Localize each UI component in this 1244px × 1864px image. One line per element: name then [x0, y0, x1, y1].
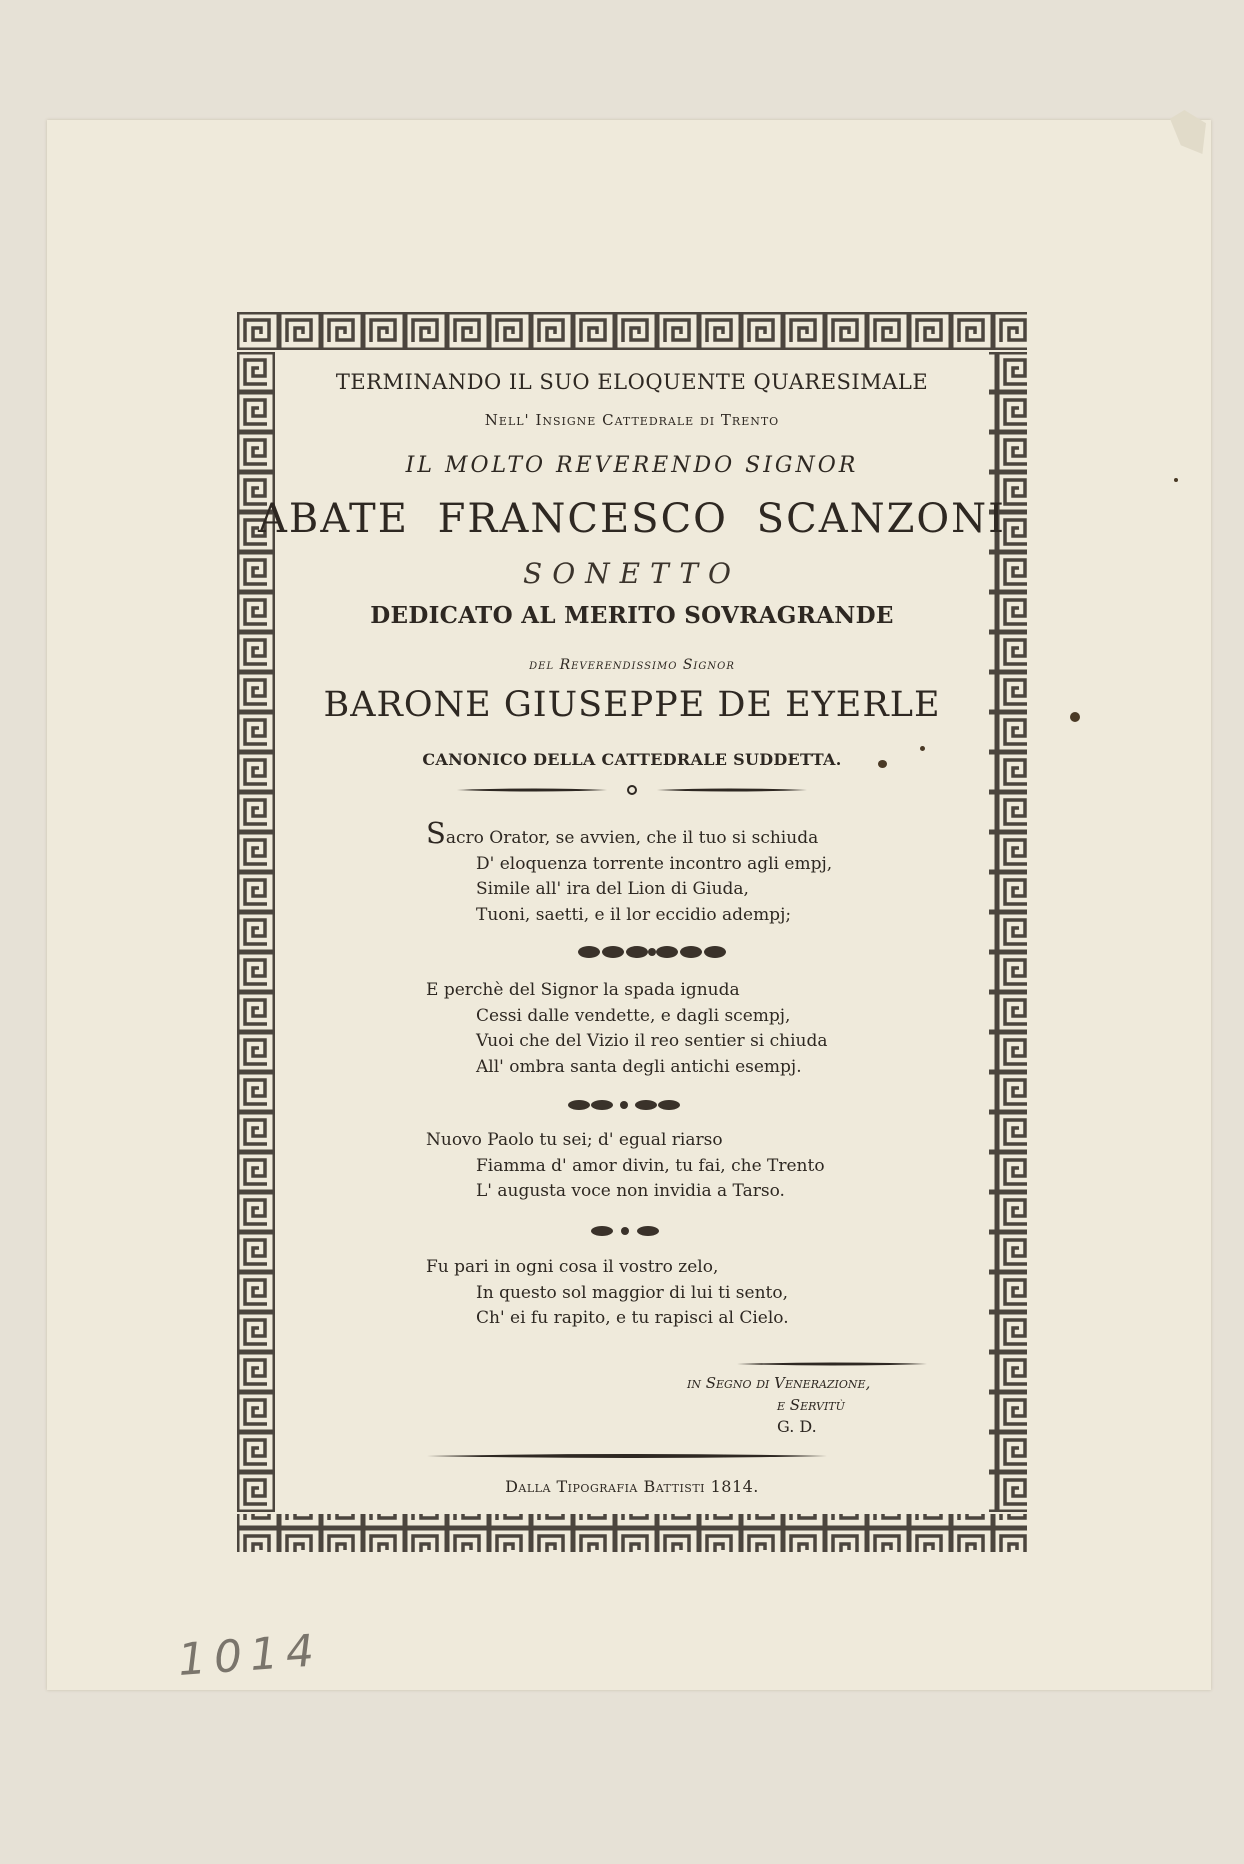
verse-line: Cessi dalle vendette, e dagli scempj, [476, 1005, 791, 1026]
broadside-content [237, 312, 1027, 1552]
drop-initial: S [426, 816, 446, 850]
ink-spot [878, 760, 887, 768]
honoree-name: ABATE FRANCESCO SCANZONI [258, 496, 1006, 542]
signature-rule [737, 1360, 927, 1368]
bottom-rule [427, 1451, 827, 1461]
ink-spot [920, 746, 925, 751]
verse-line: Fiamma d' amor divin, tu fai, che Trento [476, 1155, 825, 1176]
heading-line-1: TERMINANDO IL SUO ELOQUENTE QUARESIMALE [335, 370, 929, 394]
verse-line: Tuoni, saetti, e il lor eccidio adempj; [476, 904, 792, 925]
verse-line: Nuovo Paolo tu sei; d' egual riarso [426, 1130, 723, 1150]
verse-line: L' augusta voce non invidia a Tarso. [476, 1181, 785, 1201]
heading-line-4: del Reverendissimo Signor [529, 657, 735, 673]
genre-title: SONETTO [523, 557, 741, 590]
stanza-4 [426, 1255, 789, 1332]
verse-line: acro Orator, se avvien, che il tuo si schiuda [445, 828, 819, 848]
signature-block [687, 1372, 947, 1438]
verse-line: All' ombra santa degli antichi esempj. [476, 1056, 802, 1077]
signature-line: e Servitù [777, 1396, 845, 1414]
inventory-number: 1014 [176, 1625, 324, 1686]
stanza-2 [426, 978, 828, 1080]
leaf-ornament [590, 1222, 660, 1240]
dedicatee-name: BARONE GIUSEPPE DE EYERLE [323, 685, 941, 725]
stanza-3 [426, 1128, 825, 1205]
heading-line-2: Nell' Insigne Cattedrale di Trento [484, 411, 780, 429]
signature-line: in Segno di Venerazione, [687, 1374, 871, 1392]
verse-line: Simile all' ira del Lion di Giuda, [476, 879, 749, 899]
verse-line: E perchè del Signor la spada ignuda [426, 980, 740, 1000]
verse-line: Ch' ei fu rapito, e tu rapisci al Cielo. [476, 1308, 789, 1328]
heading-line-5: CANONICO DELLA CATTEDRALE SUDDETTA. [422, 750, 842, 769]
verse-line: Vuoi che del Vizio il reo sentier si chiuda [476, 1031, 828, 1051]
ink-spot [1070, 712, 1080, 722]
verse-line: Fu pari in ogni cosa il vostro zelo, [426, 1257, 719, 1277]
heading-line-3: IL MOLTO REVERENDO SIGNOR [405, 453, 859, 478]
verse-line: D' eloquenza torrente incontro agli empj, [476, 853, 833, 874]
rule-ornament [457, 782, 807, 798]
dedication-line: DEDICATO AL MERITO SOVRAGRANDE [370, 602, 894, 629]
ink-spot [1174, 478, 1178, 482]
leaf-ornament [577, 941, 727, 963]
stanza-1 [426, 816, 833, 928]
verse-line: In questo sol maggior di lui ti sento, [476, 1282, 789, 1303]
printer-imprint: Dalla Tipografia Battisti 1814. [505, 1477, 759, 1496]
signature-initials: G. D. [777, 1417, 817, 1436]
leaf-ornament [567, 1095, 682, 1115]
